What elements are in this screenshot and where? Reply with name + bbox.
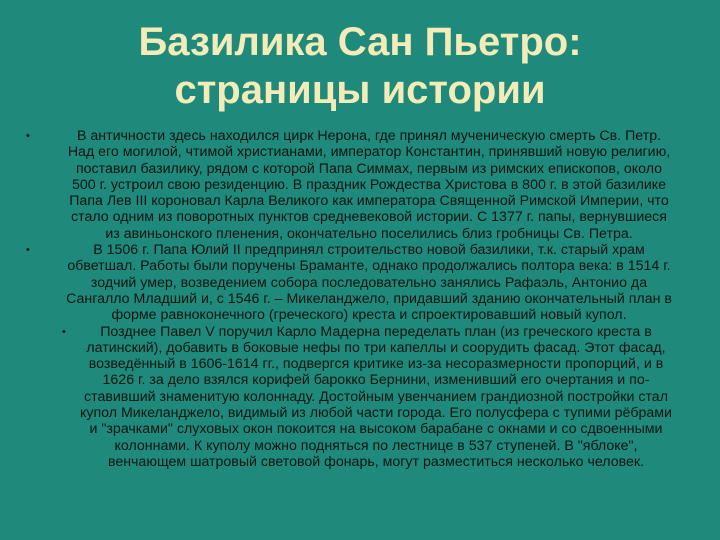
bullet-marker: •: [26, 130, 30, 142]
bullet-item: [64, 324, 674, 471]
bullet-text: В 1506 г. Папа Юлий II предпринял строительство новой базилики, т.к. старый храм обветшал. Работы были поручены Браманте, однако продолжались полтора века: в 1514 г. зодчий умер, возведением собора последовательно занялись Рафаэль, Антонио да Сангалло Младший и, с 1546 г. – Микеланджело, придавший зданию окончательный план в форме равноконечного (греческого) креста и спроектировавший новый купол.: [66, 242, 672, 324]
bullet-text: В античности здесь находился цирк Нерона, где принял мученическую смерть Св. Петр. Над его могилой, чтимой христианами, император Константин, принявший новую религию, поставил базилику, рядом с которой Папа Симмах, первым из римских епископов, около 500 г. устроил свою резиденцию. В праздник Рождества Христова в 800 г. в этой базилике Папа Лев III короновал Карла Великого как императора Священной Римской Империи, что стало одним из поворотных пунктов средневековой истории. С 1377 г. папы, вернувшиеся из авиньонского пленения, окончательно поселились близ гробницы Св. Петра.: [67, 128, 671, 242]
bullet-text: Позднее Павел V поручил Карло Мадерна переделать план (из греческого креста в латинский), добавить в боковые нефы по три капеллы и соорудить фасад. Этот фасад, возведённый в 1606-1614 гг., подвергся критике из-за несоразмерности пропорций, и в 1626 г. за дело взялся корифей барокко Бернини, изменивший его очертания и по-ставивший знаменитую колоннаду. Достойным увенчанием грандиозной постройки стал купол Микеланджело, видимый из любой части города. Его полусфера с тупими рёбрами и "зрачками" слуховых окон покоится на высоком барабане с окнами и со сдвоенными колоннами. К куполу можно подняться по лестнице в 537 ступеней. В "яблоке", венчающем шатровый световой фонарь, могут разместиться несколько человек.: [80, 323, 672, 470]
slide-body: [26, 128, 674, 470]
title-line-1: Базилика Сан Пьетро:: [138, 20, 582, 64]
bullet-marker: •: [26, 244, 30, 257]
bullet-item: [26, 128, 674, 242]
title-line-2: страницы истории: [174, 68, 546, 112]
slide-title: [60, 18, 660, 114]
bullet-marker: •: [62, 325, 66, 338]
bullet-item: [26, 242, 674, 324]
